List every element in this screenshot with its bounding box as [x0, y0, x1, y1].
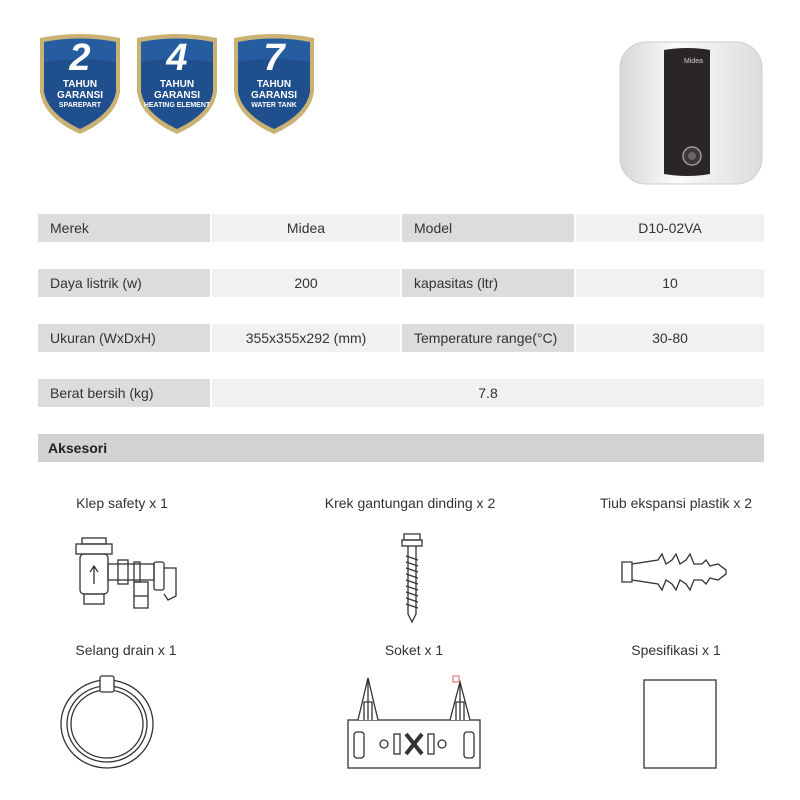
accessory-label-specification: Spesifikasi x 1: [631, 642, 721, 658]
kapasitas-label: kapasitas (ltr): [402, 269, 574, 297]
badge-line1: TAHUN: [62, 79, 98, 90]
badge-line2: GARANSI: [250, 90, 298, 101]
product-brand-label: Midea: [684, 58, 704, 65]
ukuran-label: Ukuran (WxDxH): [38, 324, 210, 352]
badge-number: 4: [166, 37, 188, 79]
accessory-label-plastic-anchor: Tiub ekspansi plastik x 2: [600, 495, 752, 511]
berat-label: Berat bersih (kg): [38, 379, 210, 407]
badge-number: 7: [263, 37, 285, 79]
plastic-anchor-icon: [618, 550, 734, 594]
model-label: Model: [402, 214, 574, 242]
warranty-badges: [36, 32, 322, 136]
wall-hook-screw-icon: [396, 530, 428, 624]
daya-label: Daya listrik (w): [38, 269, 210, 297]
spec-row-daya-kapasitas: [38, 269, 764, 297]
accessory-label-drain-hose: Selang drain x 1: [75, 642, 177, 658]
badge-line1: TAHUN: [159, 79, 195, 90]
badge-line3: WATER TANK: [251, 102, 297, 109]
drain-hose-icon: [56, 672, 158, 772]
spec-row-merek-model: [38, 214, 764, 242]
temperature-label: Temperature range(°C): [402, 324, 574, 352]
merek-label: Merek: [38, 214, 210, 242]
badge-number: 2: [69, 37, 91, 79]
warranty-badge-sparepart: [36, 32, 124, 136]
accessory-label-safety-valve: Klep safety x 1: [76, 495, 168, 511]
badge-line2: GARANSI: [153, 90, 201, 101]
water-heater-image: [618, 38, 764, 188]
badge-line2: GARANSI: [56, 90, 104, 101]
socket-icon: [344, 672, 484, 772]
model-value: D10-02VA: [576, 214, 764, 242]
accessories-header: Aksesori: [38, 434, 764, 462]
badge-line1: TAHUN: [256, 79, 292, 90]
accessory-label-socket: Soket x 1: [384, 642, 444, 658]
warranty-badge-heating-element: [133, 32, 221, 136]
spec-row-berat: [38, 379, 764, 407]
daya-value: 200: [212, 269, 400, 297]
safety-valve-icon: [72, 536, 184, 618]
badge-line3: SPAREPART: [58, 102, 102, 109]
berat-value: 7.8: [212, 379, 764, 407]
accessory-label-wall-hook: Krek gantungan dinding x 2: [324, 495, 496, 511]
spec-row-ukuran-temperature: [38, 324, 764, 352]
warranty-badge-water-tank: [230, 32, 318, 136]
merek-value: Midea: [212, 214, 400, 242]
specification-sheet-icon: [642, 678, 718, 770]
kapasitas-value: 10: [576, 269, 764, 297]
badge-line3: HEATING ELEMENT: [143, 102, 211, 109]
temperature-value: 30-80: [576, 324, 764, 352]
ukuran-value: 355x355x292 (mm): [212, 324, 400, 352]
